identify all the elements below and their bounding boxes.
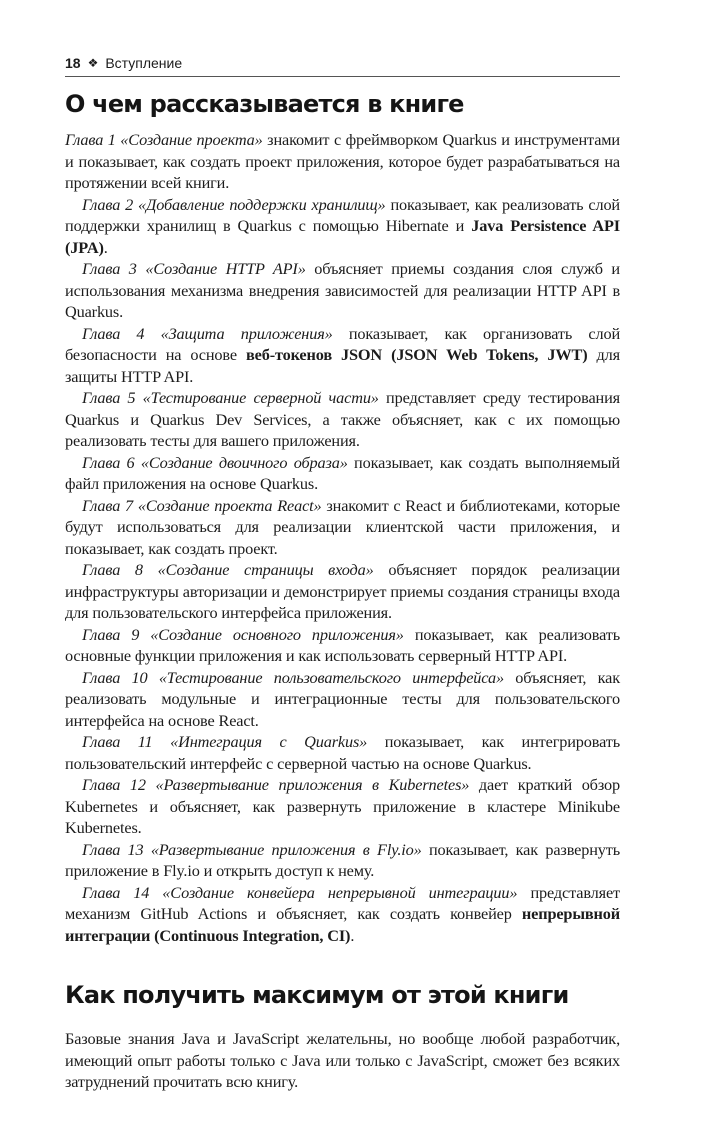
chapter-paragraph xyxy=(65,667,620,732)
bold-term: непрерывной интеграции (Continuous Integration, CI) xyxy=(65,904,620,945)
chapters-list xyxy=(65,129,620,946)
paragraph-text: показывает, как реализовать основные функции приложения и как использовать серверный HTTP API. xyxy=(65,624,620,665)
chapter-title: Глава 13 «Развертывание приложения в Fly.io» xyxy=(82,839,422,859)
paragraph-text: показывает, как организовать слой безопасности на основе xyxy=(65,323,621,364)
paragraph-text: знакомит с фреймворком Quarkus и инструментами и показывает, как создать проект приложения, которое будет разрабатываться на протяжении всей книги. xyxy=(65,130,620,192)
chapter-paragraph xyxy=(65,258,620,323)
chapter-paragraph xyxy=(65,495,620,560)
section-name: Вступление xyxy=(105,55,183,71)
running-head xyxy=(65,50,620,77)
chapter-title: Глава 8 «Создание страницы входа» xyxy=(82,560,374,579)
chapter-title: Глава 6 «Создание двоичного образа» xyxy=(82,452,348,472)
chapter-paragraph xyxy=(65,323,620,388)
paragraph-text: показывает, как создать выполняемый файл приложения на основе Quarkus. xyxy=(65,452,620,493)
chapter-title: Глава 11 «Интеграция с Quarkus» xyxy=(82,732,368,751)
bold-term: веб-токенов JSON (JSON Web Tokens, JWT) xyxy=(246,345,588,364)
bold-term: Java Persistence API (JPA) xyxy=(65,216,620,257)
paragraph-text: объясняет порядок реализации инфраструктуры авторизации и демонстрирует приемы создания страницы входа для пользовательского интерфейса приложения. xyxy=(65,560,620,622)
chapter-title: Глава 2 «Добавление поддержки хранилищ» xyxy=(82,194,386,214)
chapter-title: Глава 3 «Создание HTTP API» xyxy=(82,259,306,278)
usage-text xyxy=(65,1028,620,1093)
chapter-title: Глава 7 «Создание проекта React» xyxy=(82,495,322,515)
paragraph-text: представляет механизм GitHub Actions и объясняет, как создать конвейер xyxy=(65,882,621,923)
chapter-paragraph xyxy=(65,387,620,452)
paragraph-text: для защиты HTTP API. xyxy=(65,345,620,386)
section-heading-usage: Как получить максимум от этой книги xyxy=(65,981,569,1009)
chapter-title: Глава 4 «Защита приложения» xyxy=(82,323,333,343)
chapter-paragraph xyxy=(65,839,620,882)
paragraph-text: знакомит с React и библиотеками, которые будут использоваться для реализации клиентской части приложения, и показывает, как создать проект. xyxy=(65,495,620,558)
section-heading-contents: О чем рассказывается в книге xyxy=(65,90,464,118)
chapter-title: Глава 1 «Создание проекта» xyxy=(65,130,263,149)
chapter-title: Глава 9 «Создание основного приложения» xyxy=(82,624,404,644)
paragraph-text: объясняет, как реализовать модульные и интеграционные тесты для пользовательского интерфейса на основе React. xyxy=(65,667,620,730)
chapter-paragraph xyxy=(65,129,620,194)
chapter-paragraph xyxy=(65,452,620,495)
chapter-paragraph xyxy=(65,194,620,259)
paragraph-text: . xyxy=(350,925,355,945)
chapter-title: Глава 10 «Тестирование пользовательского интерфейса» xyxy=(82,667,504,687)
chapter-paragraph xyxy=(65,624,620,667)
paragraph-text: представляет среду тестирования Quarkus и Quarkus Dev Services, а также объясняет, как с их помощью реализовать тесты для вашего приложения. xyxy=(65,388,620,450)
paragraph-text: Базовые знания Java и JavaScript желательны, но вообще любой разработчик, имеющий опыт работы только с Java или только с JavaScript, сможет без всяких затруднений прочитать всю книгу. xyxy=(65,1029,620,1091)
paragraph-text: . xyxy=(103,237,108,257)
chapter-paragraph xyxy=(65,774,620,839)
paragraph-text: показывает, как реализовать слой поддержки хранилищ в Quarkus с помощью Hibernate и xyxy=(65,194,620,235)
paragraph-text: показывает, как развернуть приложение в Fly.io и открыть доступ к нему. xyxy=(65,839,620,880)
chapter-title: Глава 12 «Развертывание приложения в Kubernetes» xyxy=(82,775,470,794)
chapter-title: Глава 14 «Создание конвейера непрерывной интеграции» xyxy=(82,882,518,902)
paragraph-text: дает краткий обзор Kubernetes и объясняет, как развернуть приложение в кластере Minikube Kubernetes. xyxy=(65,775,620,837)
chapter-paragraph xyxy=(65,559,620,624)
page-number: 18 xyxy=(65,55,81,71)
chapter-paragraph xyxy=(65,731,620,774)
paragraph xyxy=(65,1028,620,1093)
paragraph-text: объясняет приемы создания слоя служб и использования механизма внедрения зависимостей для реализации HTTP API в Quarkus. xyxy=(65,259,620,321)
paragraph-text: показывает, как интегрировать пользовательский интерфейс с серверной частью на основе Quarkus. xyxy=(65,732,620,773)
chapter-paragraph xyxy=(65,882,620,947)
chapter-title: Глава 5 «Тестирование серверной части» xyxy=(82,388,379,407)
ornament-icon: ❖ xyxy=(87,56,99,70)
